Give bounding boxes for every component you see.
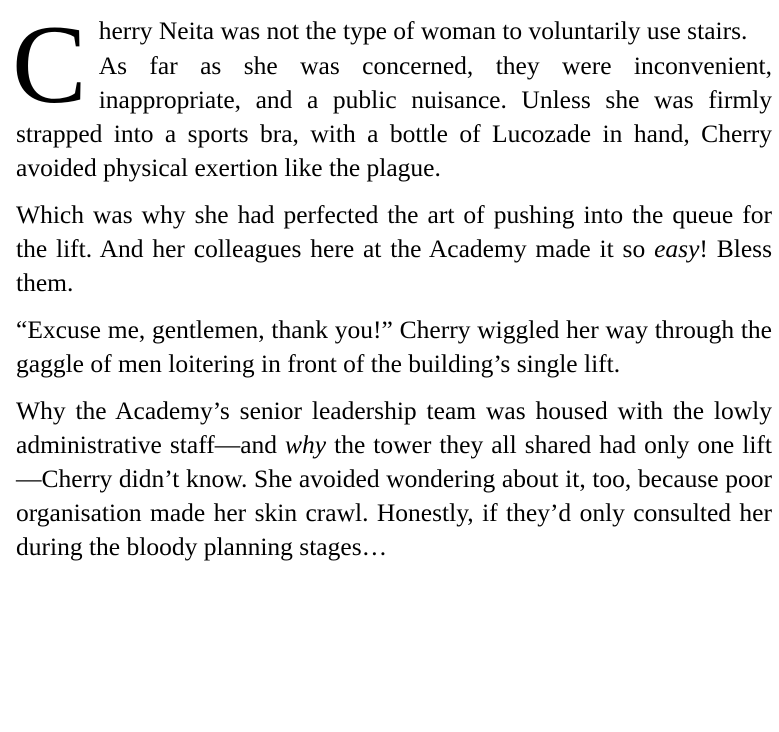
paragraph-3 [16,198,772,300]
drop-cap: C [12,3,87,127]
paragraph-5-emphasis: why [285,430,327,459]
paragraph-5 [16,394,772,564]
paragraph-3-emphasis: easy [654,234,700,263]
paragraph-1-text: herry Neita was not the type of woman to voluntarily use stairs. [98,16,748,45]
paragraph-3-before: Which was why she had perfected the art of pushing into the queue for the lift. And her colleagues here at the Academy made it so [16,200,772,263]
paragraph-5-after: the tower they all shared had only one lift—Cherry didn’t know. She avoided wondering about it, too, because poor organisation made her skin crawl. Honestly, if they’d only consulted her during the bloody planning stages… [16,430,772,561]
paragraph-4: “Excuse me, gentlemen, thank you!” Cherry wiggled her way through the gaggle of men loitering in front of the building’s single lift. [16,315,772,378]
paragraph-2: As far as she was concerned, they were inconvenient, inappropriate, and a public nuisance. Unless she was firmly strapped into a sports bra, with a bottle of Lucozade in hand, Cherry avoided physical exertion like the plague. [16,51,772,182]
paragraph-3-after: ! Bless them. [16,234,772,297]
paragraph-5-before: Why the Academy’s senior leadership team was housed with the lowly administrative staff—and [16,396,772,459]
